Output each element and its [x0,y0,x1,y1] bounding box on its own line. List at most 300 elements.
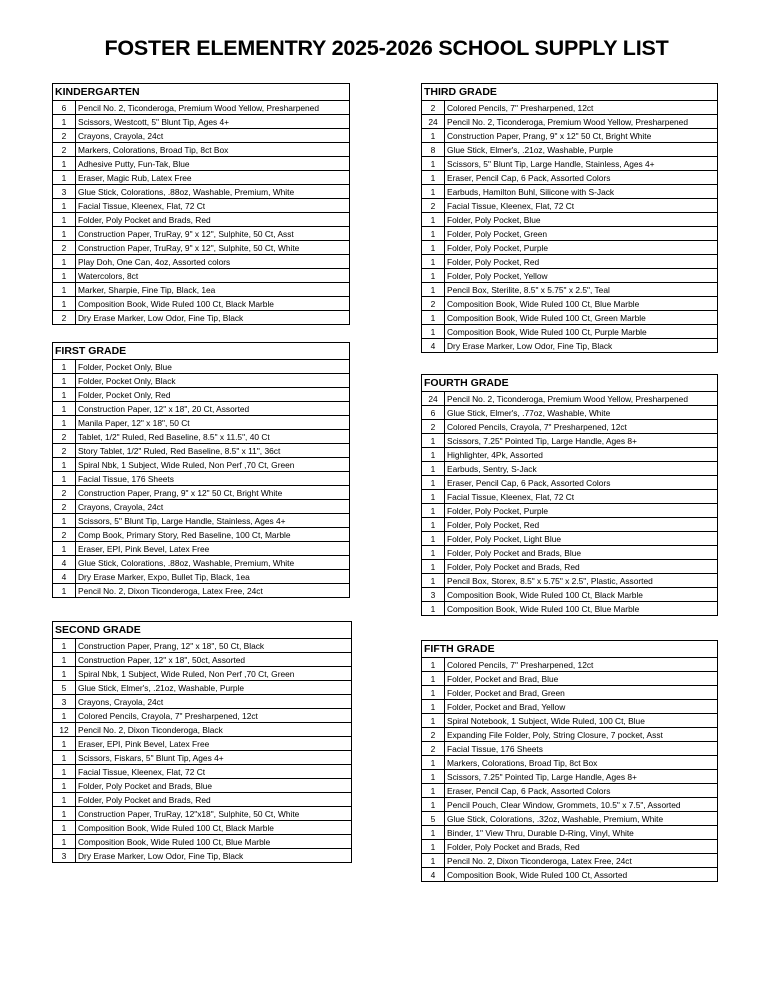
item-quantity: 1 [422,840,445,854]
table-row [53,227,349,241]
item-quantity: 1 [422,784,445,798]
item-description: Folder, Poly Pocket, Red [445,518,718,532]
table-row [53,807,351,821]
item-quantity: 6 [422,406,445,420]
table-row [422,462,717,476]
item-description: Scissors, Fiskars, 5" Blunt Tip, Ages 4+ [76,751,352,765]
item-description: Folder, Poly Pocket and Brads, Red [76,793,352,807]
table-row [422,868,717,882]
item-description: Construction Paper, TruRay, 9" x 12", Sulphite, 50 Ct, White [76,241,350,255]
table-row [53,472,349,486]
table-row [53,779,351,793]
table-row [422,588,717,602]
supply-table [422,101,717,352]
item-description: Construction Paper, Prang, 12" x 18", 50 Ct, Black [76,639,352,653]
table-row [422,129,717,143]
table-row [53,458,349,472]
table-row [53,737,351,751]
item-quantity: 1 [53,653,76,667]
item-description: Folder, Pocket Only, Blue [76,360,350,374]
page-title: FOSTER ELEMENTRY 2025-2026 SCHOOL SUPPLY LIST [104,36,669,60]
table-row [422,269,717,283]
third-grade-section [421,83,718,353]
item-description: Spiral Notebook, 1 Subject, Wide Ruled, 100 Ct, Blue [445,714,718,728]
table-row [53,143,349,157]
supply-table [53,639,351,862]
item-description: Manila Paper, 12" x 18", 50 Ct [76,416,350,430]
item-quantity: 1 [422,311,445,325]
item-quantity: 1 [53,472,76,486]
item-quantity: 1 [422,157,445,171]
table-row [422,742,717,756]
item-quantity: 1 [53,793,76,807]
item-description: Eraser, Pencil Cap, 6 Pack, Assorted Colors [445,476,718,490]
item-description: Pencil No. 2, Dixon Ticonderoga, Black [76,723,352,737]
table-row [422,602,717,616]
item-quantity: 1 [53,737,76,751]
item-description: Crayons, Crayola, 24ct [76,500,350,514]
item-description: Folder, Poly Pocket, Red [445,255,718,269]
table-row [53,213,349,227]
table-row [53,542,349,556]
table-row [422,227,717,241]
table-row [422,560,717,574]
item-description: Eraser, EPI, Pink Bevel, Latex Free [76,542,350,556]
item-description: Folder, Poly Pocket, Light Blue [445,532,718,546]
item-description: Binder, 1" View Thru, Durable D-Ring, Vinyl, White [445,826,718,840]
table-row [422,812,717,826]
item-description: Play Doh, One Can, 4oz, Assorted colors [76,255,350,269]
item-quantity: 8 [422,143,445,157]
item-description: Tablet, 1/2" Ruled, Red Baseline, 8.5" x 11.5", 40 Ct [76,430,350,444]
item-description: Composition Book, Wide Ruled 100 Ct, Assorted [447,869,628,880]
item-quantity: 1 [53,360,76,374]
table-row [53,241,349,255]
item-description: Folder, Pocket Only, Black [76,374,350,388]
table-row [422,546,717,560]
table-row [53,115,349,129]
item-description: Facial Tissue, Kleenex, Flat, 72 Ct [76,199,350,213]
item-description: Scissors, 5" Blunt Tip, Large Handle, Stainless, Ages 4+ [76,514,350,528]
table-row [53,101,349,115]
table-row [422,448,717,462]
item-description: Glue Stick, Colorations, .88oz, Washable, Premium, White [76,556,350,570]
item-quantity: 1 [53,171,76,185]
table-row [53,528,349,542]
item-quantity: 1 [53,402,76,416]
item-quantity: 1 [422,686,445,700]
item-quantity: 1 [53,115,76,129]
table-row [422,476,717,490]
table-row [422,392,717,406]
table-row [422,756,717,770]
item-quantity: 1 [422,185,445,199]
item-description: Construction Paper, 12" x 18", 50ct, Assorted [76,653,352,667]
item-quantity: 1 [422,518,445,532]
table-row [422,420,717,434]
item-quantity: 2 [53,129,76,143]
item-quantity: 1 [422,826,445,840]
item-description: Construction Paper, TruRay, 9" x 12", Sulphite, 50 Ct, Asst [76,227,350,241]
section-title: SECOND GRADE [53,622,351,639]
item-quantity: 2 [53,430,76,444]
item-description: Folder, Poly Pocket and Brads, Red [445,840,718,854]
item-quantity: 24 [422,115,445,129]
table-row [422,490,717,504]
item-quantity: 1 [422,756,445,770]
item-quantity: 4 [53,570,76,584]
item-description: Facial Tissue, 176 Sheets [445,742,718,756]
table-row [422,826,717,840]
item-quantity: 3 [53,849,76,863]
table-row [422,339,717,353]
item-description: Composition Book, Wide Ruled 100 Ct, Black Marble [76,821,352,835]
item-quantity: 1 [53,416,76,430]
item-description: Marker, Sharpie, Fine Tip, Black, 1ea [76,283,350,297]
item-quantity: 4 [53,556,76,570]
item-description: Eraser, EPI, Pink Bevel, Latex Free [76,737,352,751]
item-description: Dry Erase Marker, Low Odor, Fine Tip, Black [78,312,244,323]
table-row [53,486,349,500]
item-description: Highlighter, 4Pk, Assorted [445,448,718,462]
item-description: Watercolors, 8ct [76,269,350,283]
item-quantity: 1 [53,542,76,556]
table-row [422,700,717,714]
item-description: Scissors, 7.25" Pointed Tip, Large Handle, Ages 8+ [445,434,718,448]
item-description: Construction Paper, TruRay, 12"x18", Sulphite, 50 Ct, White [76,807,352,821]
item-quantity: 12 [53,723,76,737]
table-row [422,101,717,115]
table-row [53,269,349,283]
item-description: Construction Paper, 12" x 18", 20 Ct, Assorted [76,402,350,416]
item-quantity: 2 [53,486,76,500]
table-row [422,784,717,798]
item-quantity: 2 [422,297,445,311]
section-title: KINDERGARTEN [53,84,349,101]
item-quantity: 1 [422,227,445,241]
table-row [422,798,717,812]
item-quantity: 1 [422,532,445,546]
table-row [422,770,717,784]
table-row [422,185,717,199]
item-description: Composition Book, Wide Ruled 100 Ct, Blue Marble [76,835,352,849]
item-quantity: 1 [53,514,76,528]
item-quantity: 1 [422,448,445,462]
item-quantity: 1 [422,171,445,185]
item-quantity: 2 [53,143,76,157]
table-row [53,157,349,171]
item-description: Spiral Nbk, 1 Subject, Wide Ruled, Non Perf ,70 Ct, Green [76,667,352,681]
item-quantity: 1 [422,213,445,227]
table-row [53,723,351,737]
table-row [422,532,717,546]
item-quantity: 1 [53,709,76,723]
item-quantity: 1 [53,751,76,765]
item-description: Glue Stick, Colorations, .88oz, Washable, Premium, White [76,185,350,199]
item-description: Markers, Colorations, Broad Tip, 8ct Box [445,756,718,770]
section-title: FIFTH GRADE [422,641,717,658]
item-quantity: 1 [422,546,445,560]
item-description: Composition Book, Wide Ruled 100 Ct, Blue Marble [445,297,718,311]
item-description: Eraser, Pencil Cap, 6 Pack, Assorted Colors [445,171,718,185]
item-description: Folder, Pocket and Brad, Yellow [445,700,718,714]
item-description: Adhesive Putty, Fun-Tak, Blue [76,157,350,171]
item-quantity: 1 [53,213,76,227]
item-quantity: 2 [422,101,445,115]
section-title: FOURTH GRADE [422,375,717,392]
item-description: Folder, Poly Pocket and Brads, Red [76,213,350,227]
item-description: Dry Erase Marker, Expo, Bullet Tip, Black, 1ea [76,570,350,584]
item-quantity: 1 [422,462,445,476]
item-quantity: 24 [422,392,445,406]
supply-table [422,658,717,881]
item-quantity: 5 [53,681,76,695]
table-row [53,751,351,765]
item-description: Folder, Pocket and Brad, Green [445,686,718,700]
table-row [422,115,717,129]
table-row [53,639,351,653]
item-description: Facial Tissue, Kleenex, Flat, 72 Ct [76,765,352,779]
table-row [422,311,717,325]
item-quantity: 3 [422,588,445,602]
item-description: Glue Stick, Elmer's, .21oz, Washable, Purple [76,681,352,695]
item-description: Crayons, Crayola, 24ct [76,695,352,709]
item-description: Scissors, Westcott, 5" Blunt Tip, Ages 4+ [76,115,350,129]
table-row [422,854,717,868]
item-quantity: 2 [422,199,445,213]
table-row [422,672,717,686]
item-quantity: 1 [53,269,76,283]
item-description: Pencil No. 2, Ticonderoga, Premium Wood Yellow, Presharpened [76,101,350,115]
table-row [53,444,349,458]
item-description: Pencil Pouch, Clear Window, Grommets, 10.5" x 7.5", Assorted [445,798,718,812]
item-description: Composition Book, Wide Ruled 100 Ct, Blue Marble [447,603,640,614]
item-description: Composition Book, Wide Ruled 100 Ct, Purple Marble [445,325,718,339]
item-quantity: 1 [422,602,445,616]
item-quantity: 1 [422,672,445,686]
table-row [422,518,717,532]
item-description: Spiral Nbk, 1 Subject, Wide Ruled, Non Perf ,70 Ct, Green [76,458,350,472]
item-quantity: 4 [422,339,445,353]
item-quantity: 1 [422,560,445,574]
item-description: Folder, Poly Pocket, Yellow [445,269,718,283]
item-description: Glue Stick, Colorations, .32oz, Washable, Premium, White [445,812,718,826]
item-quantity: 1 [53,667,76,681]
table-row [422,283,717,297]
item-description: Pencil No. 2, Ticonderoga, Premium Wood Yellow, Presharpened [445,392,718,406]
table-row [53,402,349,416]
fourth-grade-section [421,374,718,616]
item-quantity: 1 [53,779,76,793]
item-quantity: 3 [53,695,76,709]
item-quantity: 1 [422,434,445,448]
table-row [422,157,717,171]
item-quantity: 1 [53,765,76,779]
table-row [53,849,351,863]
item-description: Dry Erase Marker, Low Odor, Fine Tip, Black [78,850,244,861]
item-quantity: 2 [53,241,76,255]
item-quantity: 1 [422,714,445,728]
item-description: Pencil Box, Sterilite, 8.5" x 5.75" x 2.5", Teal [445,283,718,297]
item-description: Composition Book, Wide Ruled 100 Ct, Black Marble [445,588,718,602]
item-description: Facial Tissue, 176 Sheets [76,472,350,486]
item-description: Earbuds, Hamilton Buhl, Silicone with S-Jack [445,185,718,199]
item-description: Colored Pencils, Crayola, 7" Presharpened, 12ct [76,709,352,723]
item-description: Folder, Poly Pocket, Purple [445,241,718,255]
section-title: THIRD GRADE [422,84,717,101]
table-row [422,406,717,420]
item-quantity: 1 [53,374,76,388]
table-row [53,681,351,695]
item-quantity: 2 [53,311,76,325]
table-row [53,514,349,528]
table-row [53,556,349,570]
table-row [422,686,717,700]
item-quantity: 2 [422,742,445,756]
item-description: Scissors, 5" Blunt Tip, Large Handle, Stainless, Ages 4+ [445,157,718,171]
item-description: Colored Pencils, 7" Presharpened, 12ct [445,658,718,672]
item-quantity: 1 [422,129,445,143]
item-description: Folder, Poly Pocket, Purple [445,504,718,518]
item-description: Pencil Box, Storex, 8.5" x 5.75" x 2.5", Plastic, Assorted [445,574,718,588]
item-description: Facial Tissue, Kleenex, Flat, 72 Ct [445,199,718,213]
table-row [53,283,349,297]
item-quantity: 1 [53,157,76,171]
item-description: Folder, Poly Pocket, Blue [445,213,718,227]
item-description: Markers, Colorations, Broad Tip, 8ct Box [76,143,350,157]
item-quantity: 1 [53,584,76,598]
table-row [53,765,351,779]
table-row [422,241,717,255]
item-description: Glue Stick, Elmer's, .77oz, Washable, White [445,406,718,420]
item-description: Folder, Poly Pocket, Green [445,227,718,241]
table-row [53,255,349,269]
table-row [422,297,717,311]
item-quantity: 1 [422,658,445,672]
table-row [422,504,717,518]
table-row [53,416,349,430]
table-row [53,500,349,514]
table-row [53,185,349,199]
table-row [53,388,349,402]
table-row [53,374,349,388]
item-description: Pencil No. 2, Dixon Ticonderoga, Latex Free, 24ct [78,585,263,596]
table-row [422,171,717,185]
item-quantity: 1 [53,835,76,849]
item-quantity: 1 [422,574,445,588]
item-quantity: 1 [422,476,445,490]
item-quantity: 6 [53,101,76,115]
item-quantity: 1 [422,770,445,784]
item-description: Folder, Poly Pocket and Brads, Red [445,560,718,574]
fifth-grade-section [421,640,718,882]
second-grade-section [52,621,352,863]
item-description: Construction Paper, Prang, 9" x 12" 50 Ct, Bright White [76,486,350,500]
item-description: Folder, Pocket Only, Red [76,388,350,402]
table-row [53,171,349,185]
item-description: Construction Paper, Prang, 9" x 12" 50 Ct, Bright White [445,129,718,143]
item-quantity: 1 [422,325,445,339]
supply-table [53,360,349,597]
item-quantity: 1 [422,798,445,812]
item-quantity: 1 [422,700,445,714]
table-row [422,213,717,227]
item-quantity: 2 [422,728,445,742]
item-quantity: 1 [53,283,76,297]
item-description: Folder, Poly Pocket and Brads, Blue [76,779,352,793]
supply-table [53,101,349,324]
table-row [53,793,351,807]
item-description: Composition Book, Wide Ruled 100 Ct, Black Marble [76,297,350,311]
item-description: Pencil No. 2, Ticonderoga, Premium Wood Yellow, Presharpened [445,115,718,129]
item-description: Crayons, Crayola, 24ct [76,129,350,143]
table-row [53,570,349,584]
item-quantity: 1 [422,490,445,504]
item-quantity: 1 [53,458,76,472]
item-description: Dry Erase Marker, Low Odor, Fine Tip, Black [447,340,613,351]
table-row [53,297,349,311]
item-description: Eraser, Magic Rub, Latex Free [76,171,350,185]
table-row [53,821,351,835]
item-quantity: 3 [53,185,76,199]
item-description: Pencil No. 2, Dixon Ticonderoga, Latex Free, 24ct [445,854,718,868]
item-description: Facial Tissue, Kleenex, Flat, 72 Ct [445,490,718,504]
item-description: Story Tablet, 1/2" Ruled, Red Baseline, 8.5" x 11", 36ct [76,444,350,458]
item-description: Colored Pencils, Crayola, 7" Presharpened, 12ct [445,420,718,434]
item-quantity: 4 [422,868,445,882]
table-row [422,840,717,854]
item-quantity: 1 [422,255,445,269]
item-description: Earbuds, Sentry, S-Jack [445,462,718,476]
table-row [422,434,717,448]
item-description: Colored Pencils, 7" Presharpened, 12ct [445,101,718,115]
item-description: Glue Stick, Elmer's, .21oz, Washable, Purple [445,143,718,157]
table-row [53,129,349,143]
table-row [53,667,351,681]
table-row [422,143,717,157]
item-quantity: 1 [53,297,76,311]
kindergarten-section [52,83,350,325]
item-quantity: 2 [53,444,76,458]
table-row [53,709,351,723]
item-quantity: 1 [53,807,76,821]
table-row [422,199,717,213]
item-description: Scissors, 7.25" Pointed Tip, Large Handle, Ages 8+ [445,770,718,784]
item-quantity: 2 [53,528,76,542]
table-row [422,728,717,742]
table-row [53,311,349,325]
table-row [53,199,349,213]
item-description: Comp Book, Primary Story, Red Baseline, 100 Ct, Marble [76,528,350,542]
item-quantity: 1 [422,269,445,283]
supply-table [422,392,717,615]
item-quantity: 5 [422,812,445,826]
table-row [422,255,717,269]
table-row [422,714,717,728]
item-quantity: 1 [53,639,76,653]
item-quantity: 1 [53,388,76,402]
item-quantity: 1 [422,854,445,868]
item-quantity: 2 [422,420,445,434]
section-title: FIRST GRADE [53,343,349,360]
item-description: Folder, Pocket and Brad, Blue [445,672,718,686]
item-quantity: 2 [53,500,76,514]
item-description: Folder, Poly Pocket and Brads, Blue [445,546,718,560]
table-row [422,574,717,588]
item-quantity: 1 [53,227,76,241]
item-quantity: 1 [53,255,76,269]
item-description: Eraser, Pencil Cap, 6 Pack, Assorted Colors [445,784,718,798]
